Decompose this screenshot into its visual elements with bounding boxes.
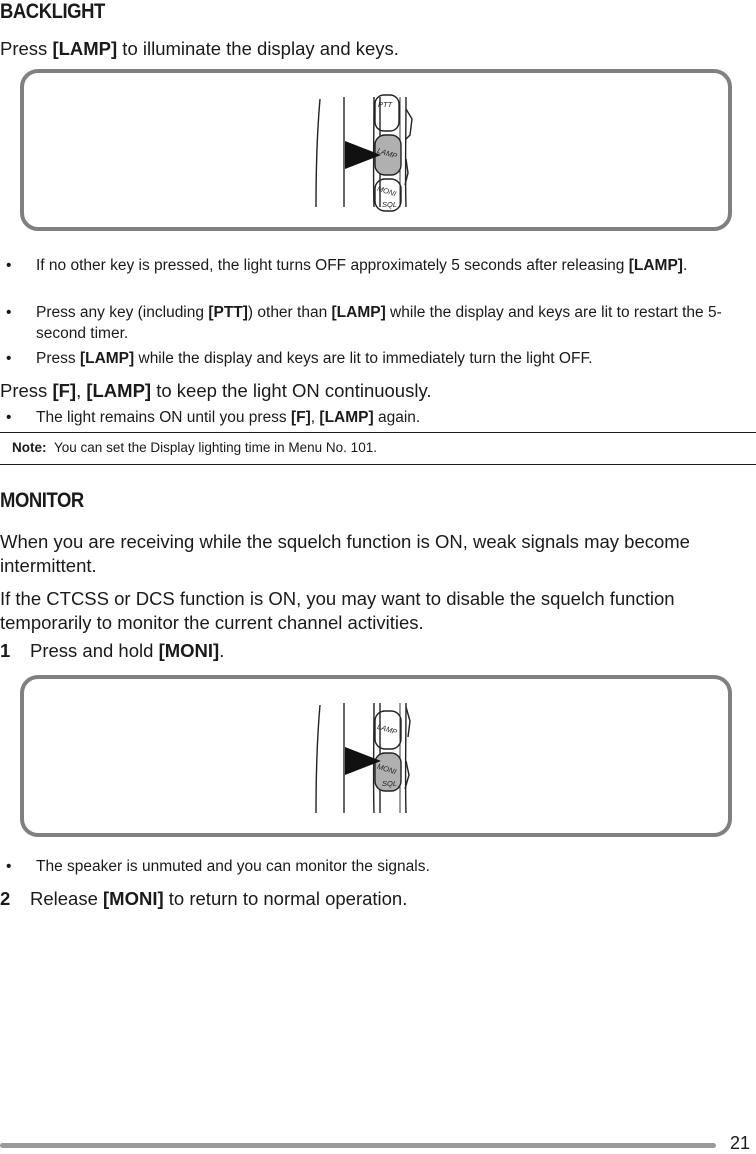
section-heading-backlight: BACKLIGHT: [0, 0, 105, 23]
moni-key-label: MONI: [375, 183, 398, 199]
monitor-step-1: 1 Press and hold [MONI].: [0, 640, 225, 661]
note-text: You can set the Display lighting time in Menu No. 101.: [54, 440, 377, 455]
ptt-key-label: PTT: [378, 100, 393, 109]
radio-side-illustration: [24, 73, 728, 227]
monitor-para-2: If the CTCSS or DCS function is ON, you may want to disable the squelch function temporarily to monitor the current channel activities.: [0, 588, 675, 633]
section-heading-monitor: MONITOR: [0, 489, 84, 512]
monitor-para-1: When you are receiving while the squelch function is ON, weak signals may become intermittent.: [0, 531, 690, 576]
monitor-bullet: • The speaker is unmuted and you can monitor the signals.: [6, 858, 430, 875]
backlight-continuous-bullet: • The light remains ON until you press [F], [LAMP] again.: [6, 409, 421, 426]
radio-side-illustration-moni: [24, 679, 728, 833]
sql-key-label: SQL: [382, 200, 398, 209]
figure-moni-key: [20, 675, 732, 837]
note-box: [0, 432, 756, 465]
footer-rule: [0, 1143, 716, 1148]
backlight-intro: Press [LAMP] to illuminate the display and keys.: [0, 38, 399, 59]
figure-lamp-key: [20, 69, 732, 231]
backlight-bullet-1: • If no other key is pressed, the light turns OFF approximately 5 seconds after releasing [LAMP].: [6, 257, 688, 274]
lamp-key-label: LAMP: [375, 145, 399, 161]
backlight-continuous: Press [F], [LAMP] to keep the light ON continuously.: [0, 380, 432, 401]
backlight-bullet-3: • Press [LAMP] while the display and keys are lit to immediately turn the light OFF.: [6, 350, 593, 367]
lamp-key-label-2: LAMP: [375, 721, 399, 737]
monitor-step-2: 2 Release [MONI] to return to normal operation.: [0, 888, 408, 909]
sql-key-label-2: SQL: [382, 779, 398, 788]
note-label: Note:: [12, 440, 47, 455]
moni-key-label-2: MONI: [375, 761, 398, 777]
backlight-bullet-2: • Press any key (including [PTT]) other than [LAMP] while the display and keys are lit to restart the 5-second timer.: [6, 304, 722, 342]
page-number: 21: [730, 1133, 751, 1153]
